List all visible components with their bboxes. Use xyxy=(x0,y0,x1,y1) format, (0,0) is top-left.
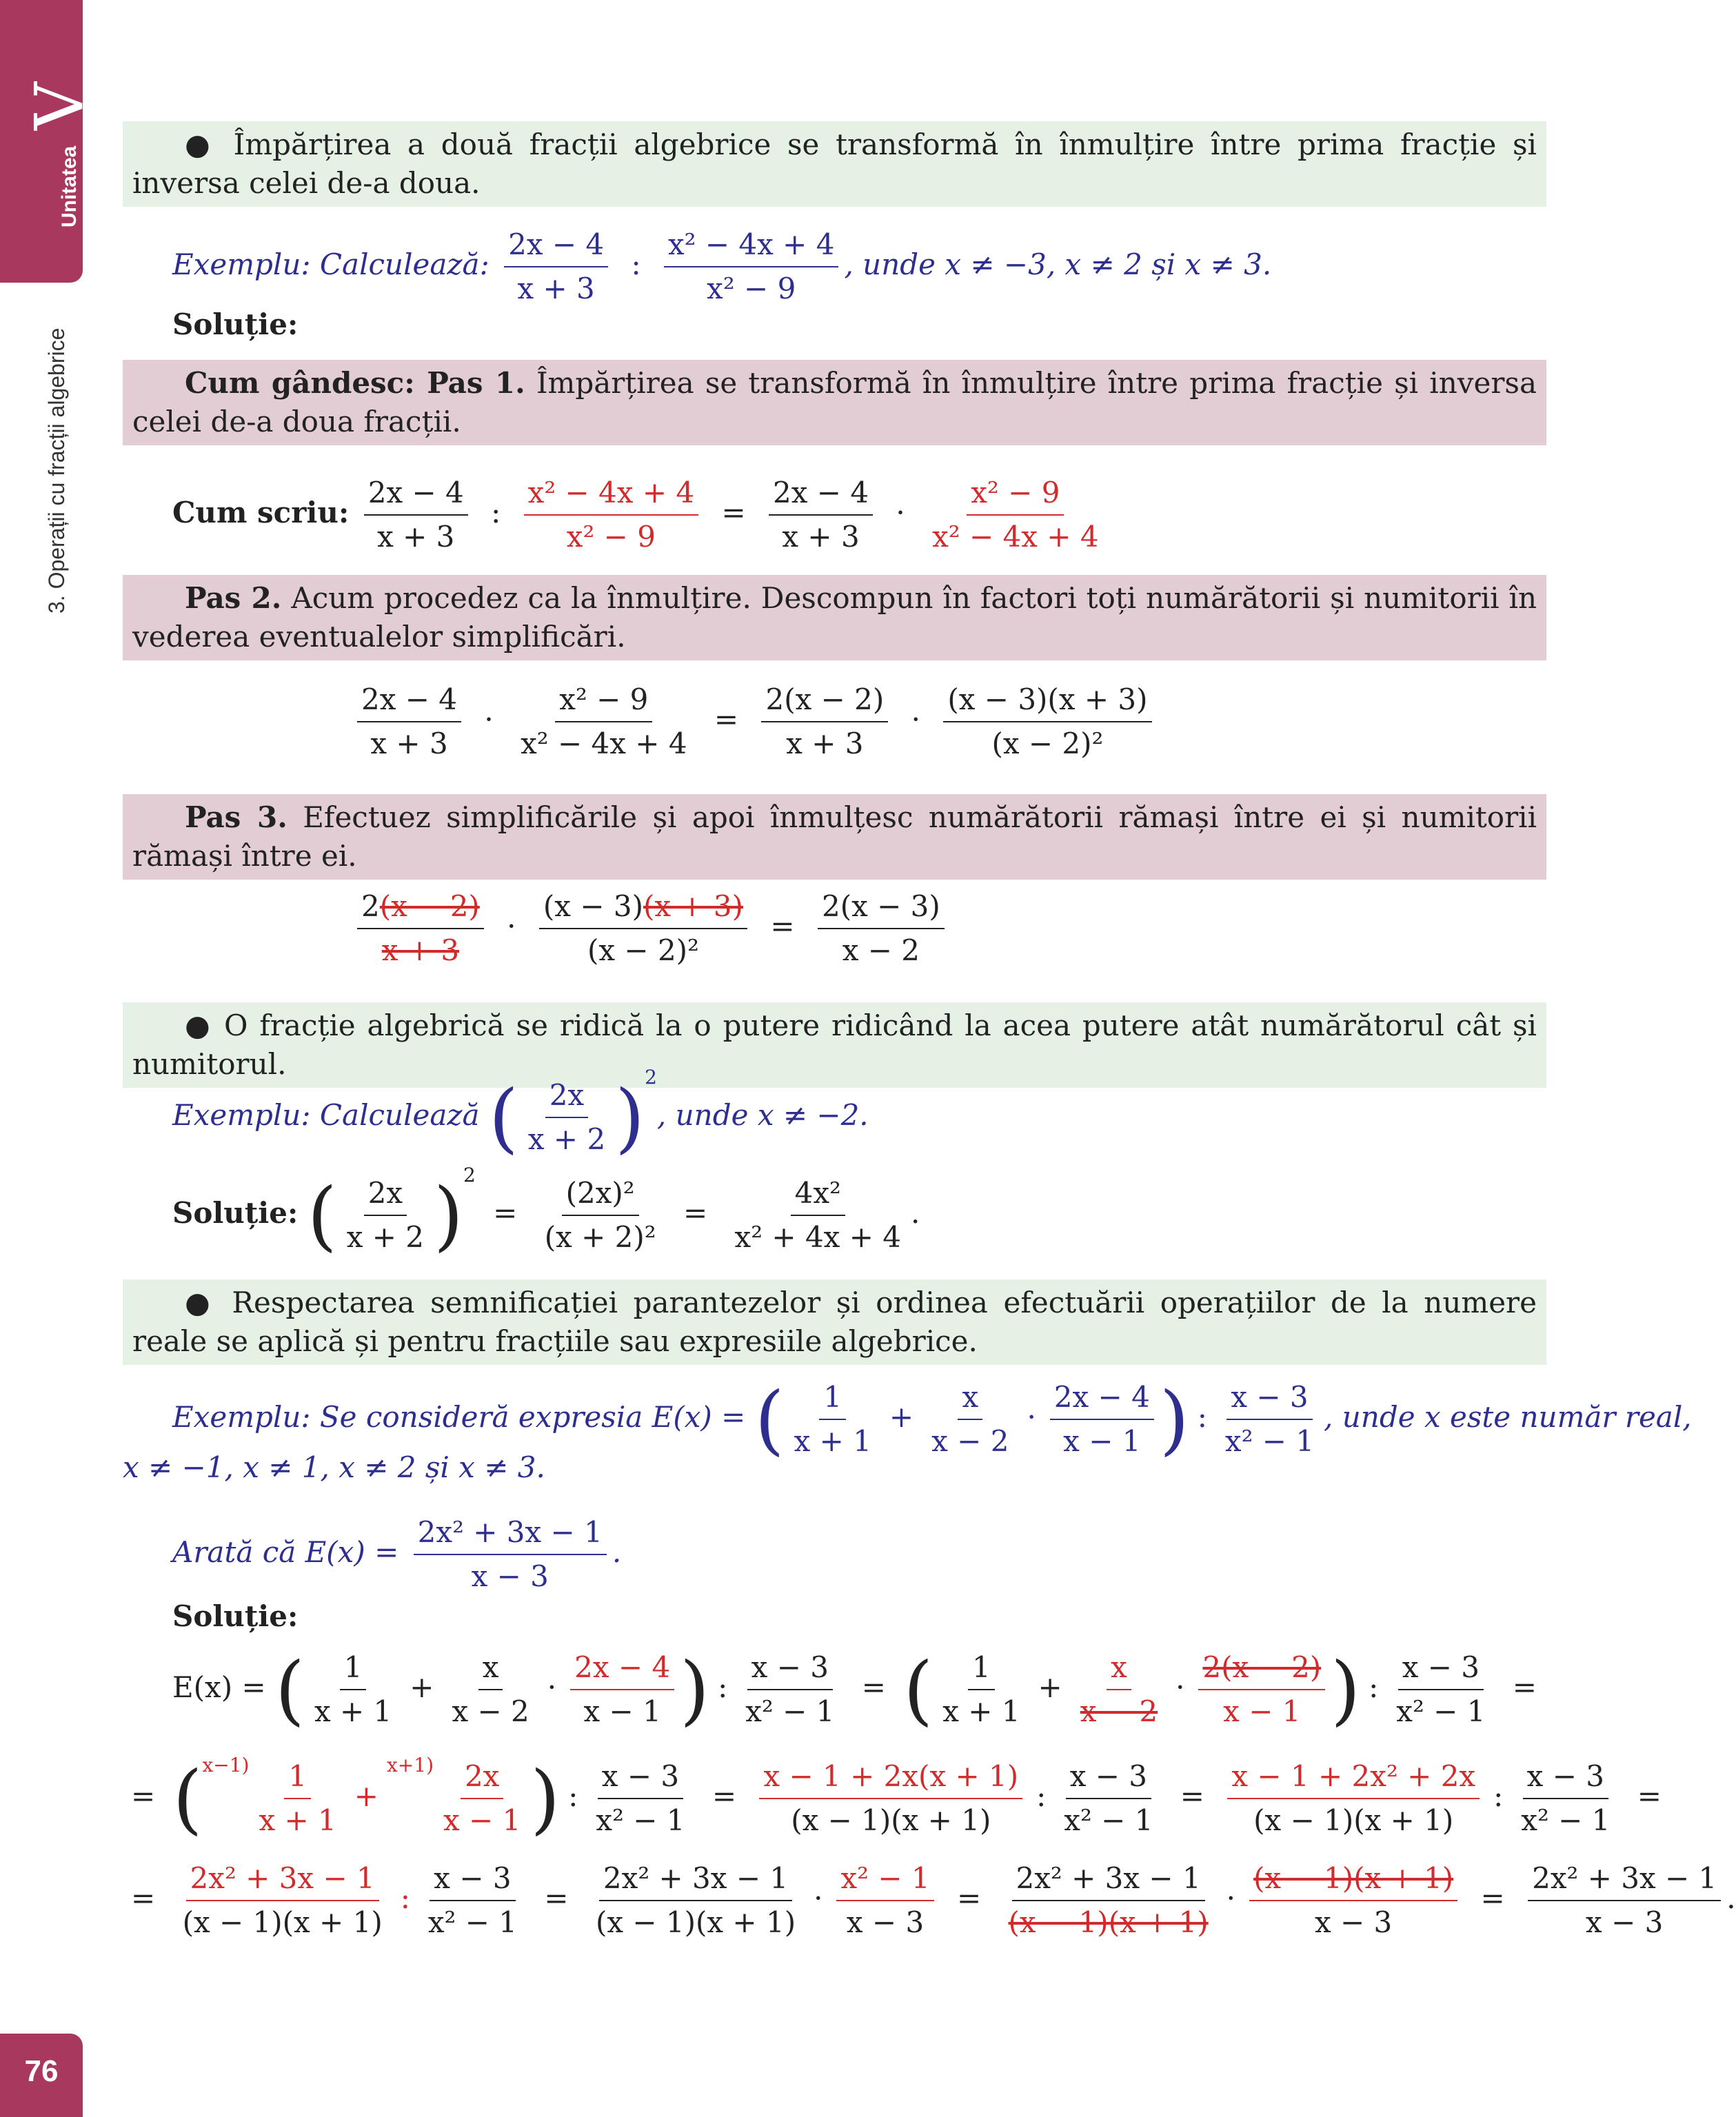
cancelled-factor: x + 3 xyxy=(381,933,460,967)
frac-num: x − 3 xyxy=(1066,1758,1151,1799)
frac-num: x − 3 xyxy=(1398,1649,1484,1690)
frac-num: x xyxy=(958,1379,982,1420)
exponent: 2 xyxy=(463,1164,476,1186)
calc-line-1: E(x) = ( $\frac{1}{x + 1}$ + $\frac{x}{x - 2}$ · $\frac{2x - 4}{x - 1}$ ) : $\frac{x - 3}{\text{x² − 1}}$ = ( $\frac{1}{x + 1}$ + $\frac{x}{x - 2}$ · $\frac{2(x - 2)}{x - 1}$ ) : $\frac{x - 3}{\text{x² − 1}}$ = xyxy=(172,1645,1537,1734)
exponent: 2 xyxy=(645,1066,657,1088)
example-2-solution: Soluție: ( $\frac{2x}{x + 2}$ )$^2$ = $\frac{\text{(2x)²}}{\text{(x + 2)²}}$ = $\frac{\text{4x²}}{\text{x² + 4x + 4}}$ . xyxy=(172,1164,920,1259)
unit-label: Unitatea xyxy=(58,145,81,227)
example-label: Exemplu: Se consideră expresia E(x) = xyxy=(172,1400,746,1434)
frac-num: 2x² + 3x − 1 xyxy=(1528,1860,1721,1901)
frac-den: (x − 1)(x + 1) xyxy=(791,1803,991,1837)
frac-den: x − 3 xyxy=(846,1905,925,1939)
solution-label: Soluție: xyxy=(172,1599,299,1633)
frac-num: 1 xyxy=(340,1649,367,1690)
frac-num: 2x − 4 xyxy=(504,226,608,267)
step-box-3 xyxy=(123,794,1546,880)
frac-den: x² − 1 xyxy=(596,1803,685,1837)
frac-den: x − 1 xyxy=(583,1694,661,1728)
frac-num: (2x)² xyxy=(562,1175,639,1216)
show-label: Arată că E(x) = xyxy=(172,1535,399,1569)
frac-den: x + 1 xyxy=(794,1424,871,1458)
frac-num: x − 1 + 2x(x + 1) xyxy=(759,1758,1022,1799)
frac-den: x − 2 xyxy=(842,933,920,967)
frac-num: 2x xyxy=(364,1175,407,1216)
frac-num: x xyxy=(1107,1649,1131,1690)
amplify-factor: x−1) xyxy=(202,1754,250,1776)
frac-den: x² − 1 xyxy=(1064,1803,1153,1837)
frac-num: x xyxy=(478,1649,503,1690)
frac-num: 2x² + 3x − 1 xyxy=(599,1860,792,1901)
frac-num: 2(x − 3) xyxy=(818,888,945,929)
cancelled-factor: (x − 1)(x + 1) xyxy=(1008,1905,1209,1939)
frac-den: x + 3 xyxy=(377,520,455,554)
write-label: Cum scriu: xyxy=(172,496,350,529)
frac-num: 2x − 4 xyxy=(1050,1379,1154,1420)
frac-num: 2x − 4 xyxy=(357,681,461,722)
frac-num: x² − 4x + 4 xyxy=(524,474,698,516)
frac-den: x − 1 xyxy=(1063,1424,1141,1458)
cancelled-factor: (x + 3) xyxy=(643,889,744,923)
example-condition: , unde x este număr real, xyxy=(1324,1400,1692,1434)
frac-num: 2x² + 3x − 1 xyxy=(1012,1860,1205,1901)
frac-num: x − 3 xyxy=(430,1860,515,1901)
example-2: Exemplu: Calculează ( $\frac{2x}{x + 2}$ )$^2$, unde x ≠ −2. xyxy=(172,1066,869,1162)
frac-den: x − 3 xyxy=(1586,1905,1664,1939)
frac-den: x + 3 xyxy=(370,727,448,760)
example-label: Exemplu: Calculează xyxy=(172,1098,480,1132)
frac-num: 2x² + 3x − 1 xyxy=(186,1860,379,1901)
numerator-factor: (x − 3) xyxy=(543,889,643,923)
step-box-1 xyxy=(123,360,1546,445)
frac-den: x − 1 xyxy=(443,1803,521,1837)
step-text: Efectuez simplificările și apoi înmulțesc numărătorii rămași între ei și numitorii rămași între ei. xyxy=(132,800,1537,873)
frac-den: x − 2 xyxy=(931,1424,1009,1458)
example-3-show: Arată că E(x) = $\frac{\text{2x² + 3x − 1}}{x - 3}$ . xyxy=(172,1514,621,1595)
frac-num: 1 xyxy=(819,1379,846,1420)
frac-den: x + 3 xyxy=(786,727,864,760)
cancelled-factor: (x − 1)(x + 1) xyxy=(1249,1860,1457,1901)
frac-num: 2x² + 3x − 1 xyxy=(414,1514,607,1555)
example-3: Exemplu: Se consideră expresia E(x) = ( $\frac{1}{x + 1}$ + $\frac{x}{x - 2}$ · $\frac{2x - 4}{x - 1}$ ) : $\frac{x - 3}{\text{x² − 1}}$ , unde x este număr real, xyxy=(172,1375,1692,1463)
frac-num: 2x − 4 xyxy=(364,474,468,516)
step-title: Cum gândesc: Pas 1. xyxy=(185,366,525,400)
write-equation: Cum scriu: $\frac{2x - 4}{x + 3}$ : $\frac{\text{x² − 4x + 4}}{\text{x² − 9}}$ = $\frac{2x - 4}{x + 3}$ · $\frac{\text{x² − 9}}{\text{x² − 4x + 4}}$ xyxy=(172,474,1109,556)
frac-den: x² − 1 xyxy=(1521,1803,1611,1837)
frac-den: x² + 4x + 4 xyxy=(734,1220,901,1254)
frac-den: x² − 9 xyxy=(566,520,656,554)
solution-label: Soluție: xyxy=(172,307,299,341)
rule-box-1 xyxy=(123,121,1546,207)
example-1: Exemplu: Calculează: $\frac{2x - 4}{x + 3}$ : $\frac{\text{x² − 4x + 4}}{\text{x² − 9}}$ , unde x ≠ −3, x ≠ 2 și x ≠ 3. xyxy=(172,226,1271,307)
step-box-2 xyxy=(123,575,1546,660)
step-text: Împărțirea se transformă în înmulțire între prima fracție și inversa celei de-a doua fracții. xyxy=(132,366,1537,438)
frac-num: x² − 1 xyxy=(836,1860,933,1901)
rule-text-2: ● O fracție algebrică se ridică la o putere ridicând la acea putere atât numărătorul cât și numitorul. xyxy=(132,1009,1537,1081)
cancelled-factor: (x − 2) xyxy=(379,889,480,923)
amplify-factor: x+1) xyxy=(387,1754,434,1776)
frac-num: (x − 3)(x + 3) xyxy=(943,681,1151,722)
step2-equation: $\frac{2x - 4}{x + 3}$ · $\frac{\text{x² − 9}}{\text{x² − 4x + 4}}$ = $\frac{2(x - 2)}{x + 3}$ · $\frac{(x - 3)(x + 3)}{\text{(x − 2)²}}$ xyxy=(352,681,1158,762)
frac-den: x + 1 xyxy=(259,1803,336,1837)
rule-text-1: ● Împărțirea a două fracții algebrice se transformă în înmulțire între prima fracție și inversa celei de-a doua. xyxy=(132,128,1537,200)
chapter-title: 3. Operații cu fracții algebrice xyxy=(44,327,69,614)
example-condition: , unde x ≠ −3, x ≠ 2 și x ≠ 3. xyxy=(844,247,1272,281)
frac-den: x² − 1 xyxy=(427,1905,518,1939)
frac-den: x + 1 xyxy=(314,1694,392,1728)
unit-tab xyxy=(0,0,99,283)
frac-den: (x − 1)(x + 1) xyxy=(182,1905,383,1939)
frac-den: (x + 2)² xyxy=(544,1220,656,1254)
step-title: Pas 3. xyxy=(185,800,287,834)
solution-label: Soluție: xyxy=(172,1196,299,1230)
frac-num: x − 3 xyxy=(1523,1758,1608,1799)
frac-den: x − 3 xyxy=(471,1559,549,1593)
page-number: 76 xyxy=(0,2034,83,2117)
frac-den: (x − 1)(x + 1) xyxy=(595,1905,796,1939)
frac-num: x − 3 xyxy=(1227,1379,1312,1420)
calc-line-2: = ($^{x-1)}$ $\frac{1}{x + 1}$ +$^{x+1)}$ $\frac{2x}{x - 1}$ ) : $\frac{x - 3}{\text{x² − 1}}$ = $\frac{x - 1 + 2x(x + 1)}{(x - 1)(x + 1)}$ : $\frac{x - 3}{\text{x² − 1}}$ = $\frac{\text{x − 1 + 2x² + 2x}}{(x - 1)(x + 1)}$ : $\frac{x - 3}{\text{x² − 1}}$ = xyxy=(131,1754,1662,1843)
frac-den: x − 2 xyxy=(452,1694,529,1728)
frac-den: (x − 1)(x + 1) xyxy=(1253,1803,1454,1837)
frac-num: 4x² xyxy=(791,1175,845,1216)
frac-den: x + 3 xyxy=(517,272,595,305)
frac-num: 2x − 4 xyxy=(769,474,873,516)
frac-num: x² − 4x + 4 xyxy=(664,226,838,267)
frac-num: 1 xyxy=(284,1758,311,1799)
step3-equation: $\frac{2(x - 2)}{x + 3}$ · $\frac{(x - 3)(x + 3)}{\text{(x − 2)²}}$ = $\frac{2(x - 3)}{x - 2}$ xyxy=(352,888,950,969)
frac-den: (x − 2)² xyxy=(587,933,699,967)
step-text: Acum procedez ca la înmulțire. Descompun în factori toți numărătorii și numitorii în vederea eventualelor simplificări. xyxy=(132,581,1537,654)
frac-den: x + 1 xyxy=(942,1694,1020,1728)
calc-line-3: = $\frac{\text{2x² + 3x − 1}}{(x - 1)(x + 1)}$ : $\frac{x - 3}{\text{x² − 1}}$ = $\frac{\text{2x² + 3x − 1}}{(x - 1)(x + 1)}$ · $\frac{\text{x² − 1}}{x - 3}$ = $\frac{\text{2x² + 3x − 1}}{(x - 1)(x + 1)}$ · $\frac{(x - 1)(x + 1)}{x - 3}$ = $\frac{\text{2x² + 3x − 1}}{x - 3}$ . xyxy=(123,1860,1736,1941)
frac-den: x − 3 xyxy=(1314,1905,1393,1939)
frac-den: x + 2 xyxy=(527,1122,606,1156)
numerator-factor: 2 xyxy=(361,889,380,923)
frac-den: x² − 1 xyxy=(1224,1424,1315,1458)
frac-den: x + 3 xyxy=(782,520,860,554)
rule-text-3: ● Respectarea semnificației parantezelor și ordinea efectuării operațiilor de la numere reale se aplică și pentru fracțiile sau expresiile algebrice. xyxy=(132,1286,1537,1358)
frac-num: 2x − 4 xyxy=(570,1649,674,1690)
unit-roman-numeral: V xyxy=(21,82,99,130)
frac-den: x² − 4x + 4 xyxy=(932,520,1099,554)
frac-num: 2x xyxy=(545,1077,588,1118)
frac-num: 2(x − 2) xyxy=(761,681,888,722)
frac-num: x² − 9 xyxy=(967,474,1064,516)
frac-num: x − 1 + 2x² + 2x xyxy=(1227,1758,1480,1799)
frac-num: x − 3 xyxy=(747,1649,833,1690)
expression-lhs: E(x) = xyxy=(172,1670,266,1704)
frac-den: x² − 1 xyxy=(1396,1694,1486,1728)
cancelled-factor: x − 2 xyxy=(1080,1694,1158,1728)
frac-den: x² − 4x + 4 xyxy=(521,727,687,760)
frac-den: (x − 2)² xyxy=(991,727,1104,760)
cancelled-factor: 2(x − 2) xyxy=(1198,1649,1325,1690)
frac-num: x² − 9 xyxy=(555,681,652,722)
frac-num: 2x xyxy=(461,1758,503,1799)
step-title: Pas 2. xyxy=(185,581,282,615)
example-3-condition: x ≠ −1, x ≠ 1, x ≠ 2 și x ≠ 3. xyxy=(123,1450,545,1484)
frac-den: x² − 1 xyxy=(745,1694,835,1728)
rule-box-3 xyxy=(123,1279,1546,1365)
frac-num: 1 xyxy=(968,1649,995,1690)
frac-den: x + 2 xyxy=(346,1220,425,1254)
frac-num: x − 3 xyxy=(598,1758,683,1799)
frac-den: x − 1 xyxy=(1223,1694,1301,1728)
example-condition: , unde x ≠ −2. xyxy=(656,1098,869,1132)
frac-den: x² − 9 xyxy=(707,272,796,305)
example-label: Exemplu: Calculează: xyxy=(172,247,489,281)
